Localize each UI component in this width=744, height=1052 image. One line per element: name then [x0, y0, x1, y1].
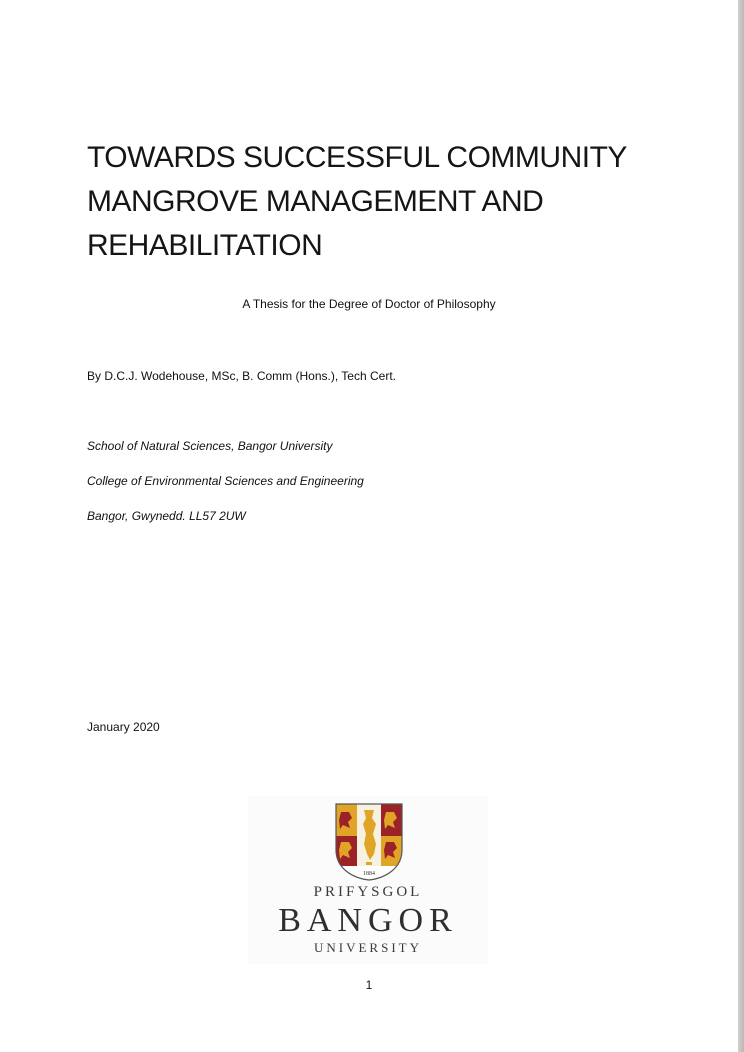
- submission-date: January 2020: [87, 720, 160, 734]
- logo-prifysgol: PRIFYSGOL: [313, 884, 423, 900]
- thesis-title: [87, 136, 647, 268]
- title-line-2: MANGROVE MANAGEMENT AND: [87, 185, 544, 218]
- title-line-3: REHABILITATION: [87, 229, 323, 262]
- affiliation-address: Bangor, Gwynedd. LL57 2UW: [87, 509, 246, 523]
- affiliation-college: College of Environmental Sciences and Engineering: [87, 474, 364, 488]
- crest-icon: [334, 802, 404, 882]
- page-edge: [738, 0, 744, 1052]
- university-logo: [248, 796, 488, 964]
- logo-university: UNIVERSITY: [314, 940, 422, 955]
- author-line: By D.C.J. Wodehouse, MSc, B. Comm (Hons.), Tech Cert.: [87, 369, 396, 383]
- affiliation-school: School of Natural Sciences, Bangor University: [87, 439, 333, 453]
- degree-subtitle: A Thesis for the Degree of Doctor of Philosophy: [242, 297, 496, 311]
- title-line-1: TOWARDS SUCCESSFUL COMMUNITY: [87, 141, 627, 174]
- page-number: 1: [365, 978, 373, 992]
- logo-bangor: BANGOR: [278, 902, 458, 939]
- crest-year: 1884: [363, 871, 375, 877]
